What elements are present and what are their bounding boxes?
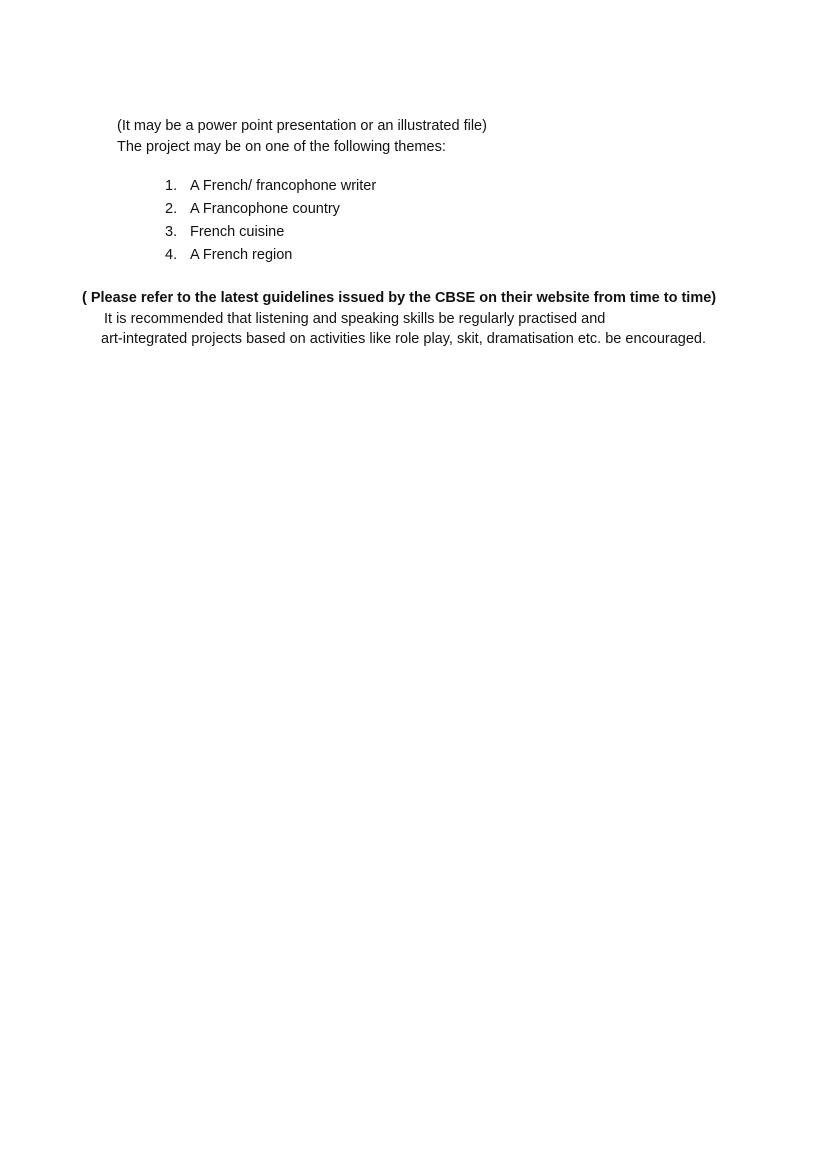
- theme-text: A French region: [190, 247, 293, 263]
- recommendation-line-1: It is recommended that listening and speaking skills be regularly practised and: [104, 311, 606, 327]
- themes-intro: The project may be on one of the following themes:: [117, 139, 446, 155]
- recommendation-line-2: art-integrated projects based on activities like role play, skit, dramatisation etc. be encouraged.: [101, 331, 707, 347]
- intro-note: (It may be a power point presentation or an illustrated file): [117, 118, 487, 134]
- theme-text: A Francophone country: [190, 201, 340, 217]
- theme-number: 3.: [165, 224, 178, 240]
- theme-number: 2.: [165, 201, 178, 217]
- guidelines-note: ( Please refer to the latest guidelines issued by the CBSE on their website from time to time): [82, 290, 717, 306]
- theme-text: A French/ francophone writer: [190, 178, 377, 194]
- theme-number: 4.: [165, 247, 178, 263]
- theme-number: 1.: [165, 178, 178, 194]
- theme-text: French cuisine: [190, 224, 285, 240]
